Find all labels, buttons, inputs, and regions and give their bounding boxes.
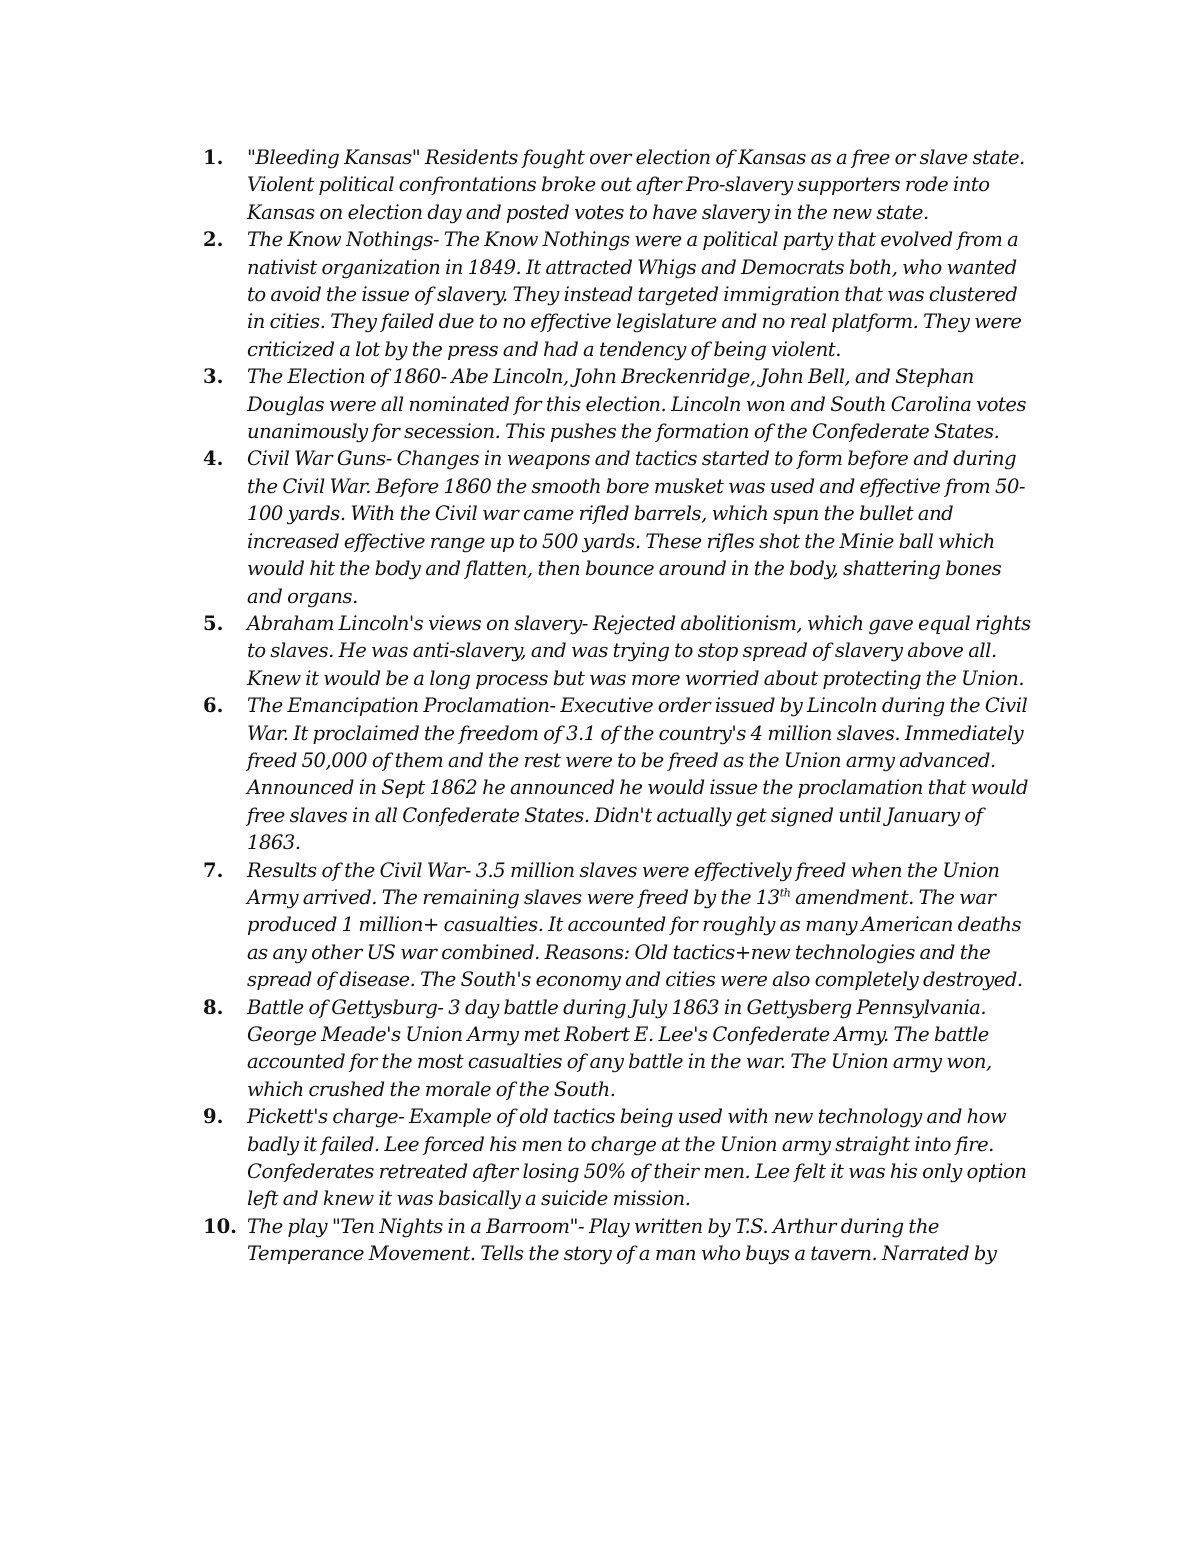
list-item: [203, 144, 1038, 226]
list-item-number: 5.: [203, 611, 224, 635]
list-item-text: "Bleeding Kansas" Residents fought over election of Kansas as a free or slave state. Violent political confrontations broke out after Pro-slavery supporters rode into Kansas on election day and posted votes to have slavery in the new state.: [247, 146, 1025, 224]
list-item-number: 9.: [203, 1105, 224, 1129]
list-item: [203, 857, 1038, 994]
list-item: [203, 994, 1038, 1104]
list-item-number: 10.: [203, 1214, 237, 1238]
list-item-text: The Know Nothings- The Know Nothings were a political party that evolved from a nativist organization in 1849. It attracted Whigs and Democrats both, who wanted to avoid the issue of slavery. They instead targeted immigration that was clustered in cities. They failed due to no effective legislature and no real platform. They were criticized a lot by the press and had a tendency of being violent.: [247, 228, 1022, 361]
list-item: [203, 692, 1038, 856]
list-item: [203, 226, 1038, 363]
list-item-number: 1.: [203, 146, 224, 169]
list-item: [203, 363, 1038, 445]
list-item: [203, 1213, 1038, 1268]
list-item-text: Abraham Lincoln's views on slavery- Rejected abolitionism, which gave equal rights to slaves. He was anti-slavery, and was trying to stop spread of slavery above all. Knew it would be a long process but was more worried about protecting the Union.: [247, 611, 1031, 690]
list-item-text: Civil War Guns- Changes in weapons and tactics started to form before and during the Civil War. Before 1860 the smooth bore musket was used and effective from 50-100 yards. With the Civil war came rifled barrels, which spun the bullet and increased effective range up to 500 yards. These rifles shot the Minie ball which would hit the body and flatten, then bounce around in the body, shattering bones and organs.: [247, 447, 1026, 608]
list-item: [203, 610, 1038, 692]
numbered-list: [203, 144, 1038, 1268]
list-item: [203, 445, 1038, 609]
list-item-text-part: amendment. The war produced 1 million+ casualties. It accounted for roughly as many American deaths as any other US war combined. Reasons: Old tactics+new technologies and the spread of disease. The South's economy and cities were also completely destroyed.: [247, 885, 1023, 992]
list-item-number: 8.: [203, 995, 224, 1019]
list-item-number: 6.: [203, 694, 224, 718]
list-item-number: 7.: [203, 858, 224, 882]
list-item-number: 3.: [203, 365, 224, 389]
list-item-text: [247, 857, 1038, 994]
list-item: [203, 1103, 1038, 1213]
list-item-text: The Election of 1860- Abe Lincoln, John Breckenridge, John Bell, and Stephan Douglas were all nominated for this election. Lincoln won and South Carolina votes unanimously for secession. This pushes the formation of the Confederate States.: [247, 365, 1027, 444]
list-item-text: The Emancipation Proclamation- Executive order issued by Lincoln during the Civil War. It proclaimed the freedom of 3.1 of the country's 4 million slaves. Immediately freed 50,000 of them and the rest were to be freed as the Union army advanced. Announced in Sept 1862 he announced he would issue the proclamation that would free slaves in all Confederate States. Didn't actually get signed until January of 1863.: [247, 694, 1029, 855]
list-item-text: The play "Ten Nights in a Barroom"- Play written by T.S. Arthur during the Temperance Movement. Tells the story of a man who buys a tavern. Narrated by: [247, 1214, 997, 1266]
list-item-number: 2.: [203, 228, 224, 252]
list-item-text-part: Results of the Civil War- 3.5 million slaves were effectively freed when the Union Army arrived. The remaining slaves were freed by the 13: [247, 858, 1000, 909]
list-item-text: Pickett's charge- Example of old tactics being used with new technology and how badly it failed. Lee forced his men to charge at the Union army straight into fire. Confederates retreated after losing 50% of their men. Lee felt it was his only option left and knew it was basically a suicide mission.: [247, 1105, 1027, 1211]
list-item-number: 4.: [203, 447, 224, 471]
list-item-text: Battle of Gettysburg- 3 day battle during July 1863 in Gettysberg Pennsylvania. George Meade's Union Army met Robert E. Lee's Confederate Army. The battle accounted for the most casualties of any battle in the war. The Union army won, which crushed the morale of the South.: [247, 995, 992, 1101]
superscript-ordinal: th: [779, 886, 791, 900]
